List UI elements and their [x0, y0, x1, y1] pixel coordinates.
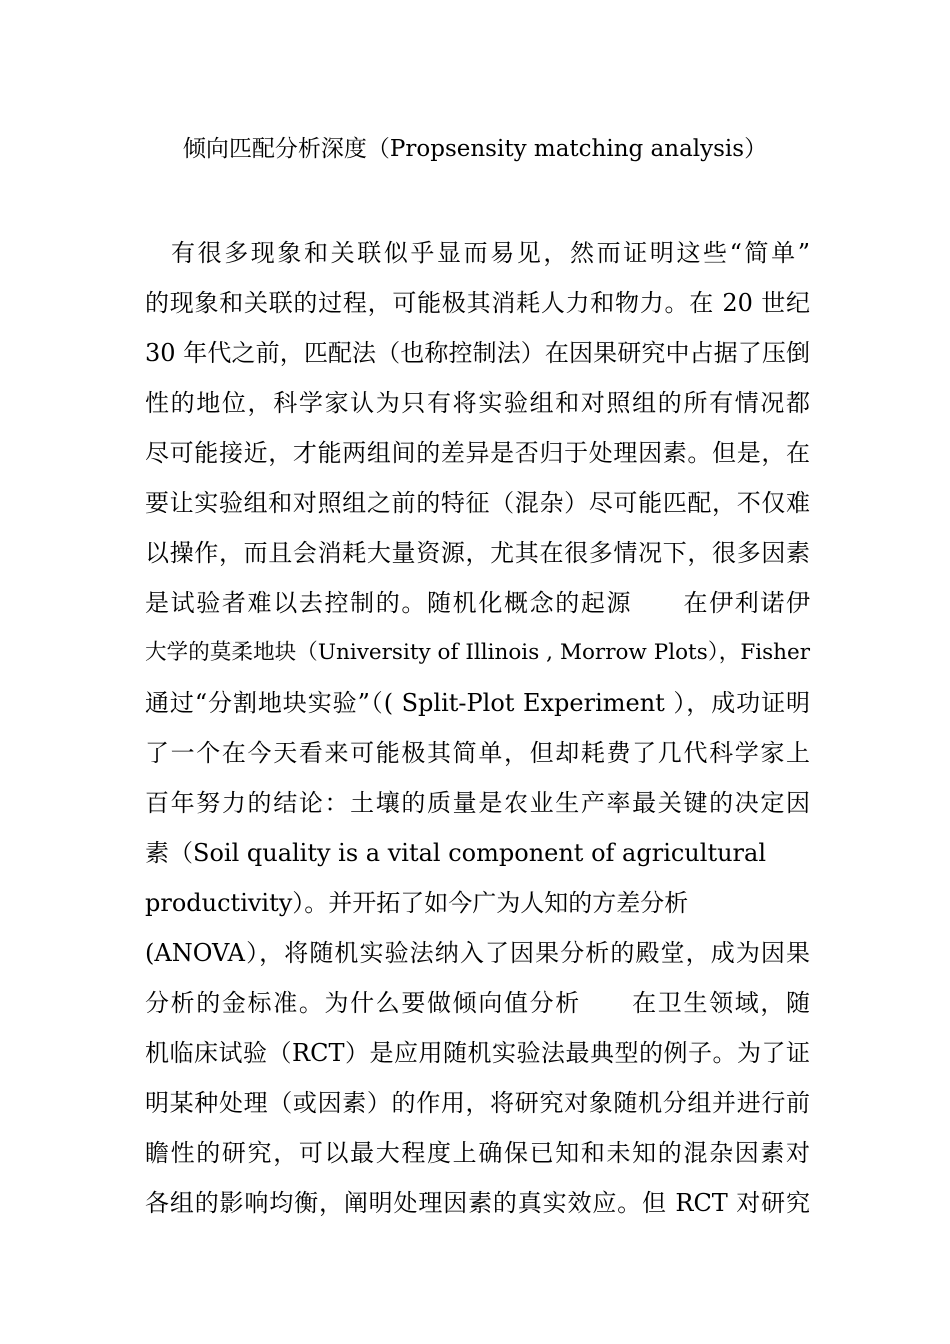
text-line: 30 年代之前，匹配法（也称控制法）在因果研究中占据了压倒: [145, 339, 810, 367]
text-line: 了一个在今天看来可能极其简单，但却耗费了几代科学家上: [145, 739, 810, 767]
text-line: productivity）。并开拓了如今广为人知的方差分析: [145, 889, 689, 917]
text-line: 瞻性的研究，可以最大程度上确保已知和未知的混杂因素对: [145, 1139, 810, 1167]
text-line: 素（Soil quality is a vital component of agricultural: [145, 839, 766, 867]
text-line: 机临床试验（RCT）是应用随机实验法最典型的例子。为了证: [145, 1039, 810, 1067]
text-line: 的现象和关联的过程，可能极其消耗人力和物力。在 20 世纪: [145, 289, 810, 317]
document-title: 倾向匹配分析深度（Propsensity matching analysis）: [182, 136, 768, 162]
text-line: 明某种处理（或因素）的作用，将研究对象随机分组并进行前: [145, 1089, 810, 1117]
text-line: 各组的影响均衡，阐明处理因素的真实效应。但 RCT 对研究: [145, 1189, 810, 1217]
text-line: 大学的莫柔地块（University of Illinois , Morrow Plots），Fisher: [145, 640, 810, 665]
text-line: 要让实验组和对照组之前的特征（混杂）尽可能匹配，不仅难: [145, 489, 810, 517]
text-line: 百年努力的结论：土壤的质量是农业生产率最关键的决定因: [145, 789, 810, 817]
text-line: 尽可能接近，才能两组间的差异是否归于处理因素。但是，在: [145, 439, 810, 467]
text-line: 性的地位，科学家认为只有将实验组和对照组的所有情况都: [145, 389, 810, 417]
document-body: [145, 228, 810, 1228]
text-line: 分析的金标准。为什么要做倾向值分析 在卫生领域，随: [145, 989, 810, 1017]
text-line: 以操作，而且会消耗大量资源，尤其在很多情况下，很多因素: [145, 539, 810, 567]
text-line: 有很多现象和关联似乎显而易见，然而证明这些“简单”: [171, 239, 810, 267]
text-line: 是试验者难以去控制的。随机化概念的起源 在伊利诺伊: [145, 589, 810, 617]
text-line: (ANOVA），将随机实验法纳入了因果分析的殿堂，成为因果: [145, 939, 810, 967]
text-line: 通过“分割地块实验”（( Split-Plot Experiment ），成功证明: [145, 689, 810, 717]
